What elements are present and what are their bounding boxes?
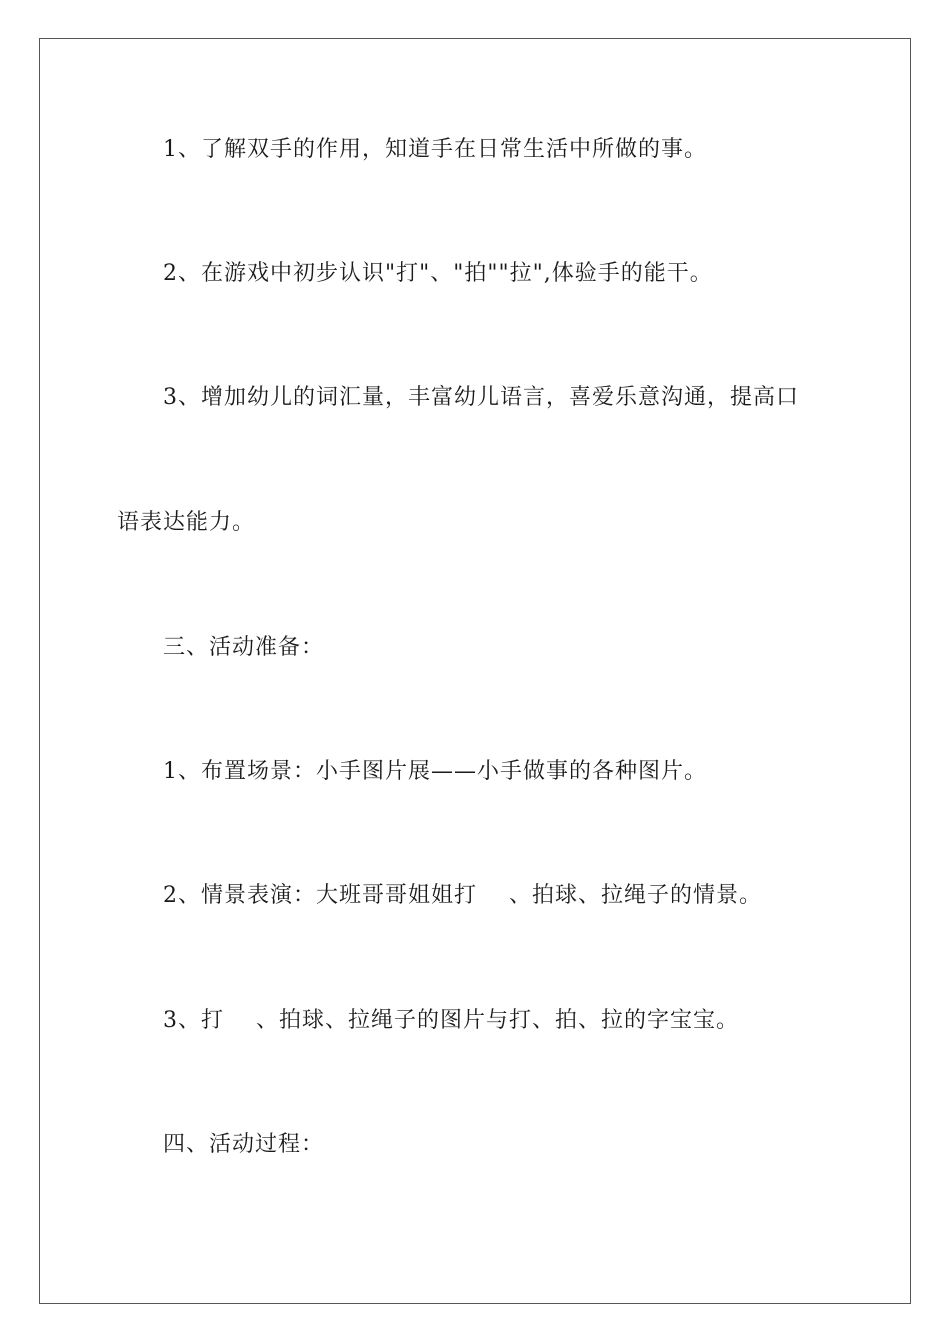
section-heading-preparation: 三、活动准备： — [163, 635, 325, 660]
preparation-item-3: 3、打 、拍球、拉绳子的图片与打、拍、拉的字宝宝。 — [163, 1008, 739, 1033]
goal-item-3-part-1: 3、增加幼儿的词汇量，丰富幼儿语言，喜爱乐意沟通，提高口 — [163, 385, 799, 410]
section-heading-process: 四、活动过程： — [163, 1132, 325, 1157]
goal-item-1: 1、了解双手的作用，知道手在日常生活中所做的事。 — [163, 137, 707, 162]
preparation-item-2: 2、情景表演：大班哥哥姐姐打 、拍球、拉绳子的情景。 — [163, 883, 762, 908]
page-border — [39, 38, 911, 1304]
goal-item-2: 2、在游戏中初步认识"打"、"拍""拉",体验手的能干。 — [163, 261, 713, 286]
preparation-item-1: 1、布置场景：小手图片展——小手做事的各种图片。 — [163, 759, 707, 784]
goal-item-3-part-2: 语表达能力。 — [117, 510, 256, 535]
